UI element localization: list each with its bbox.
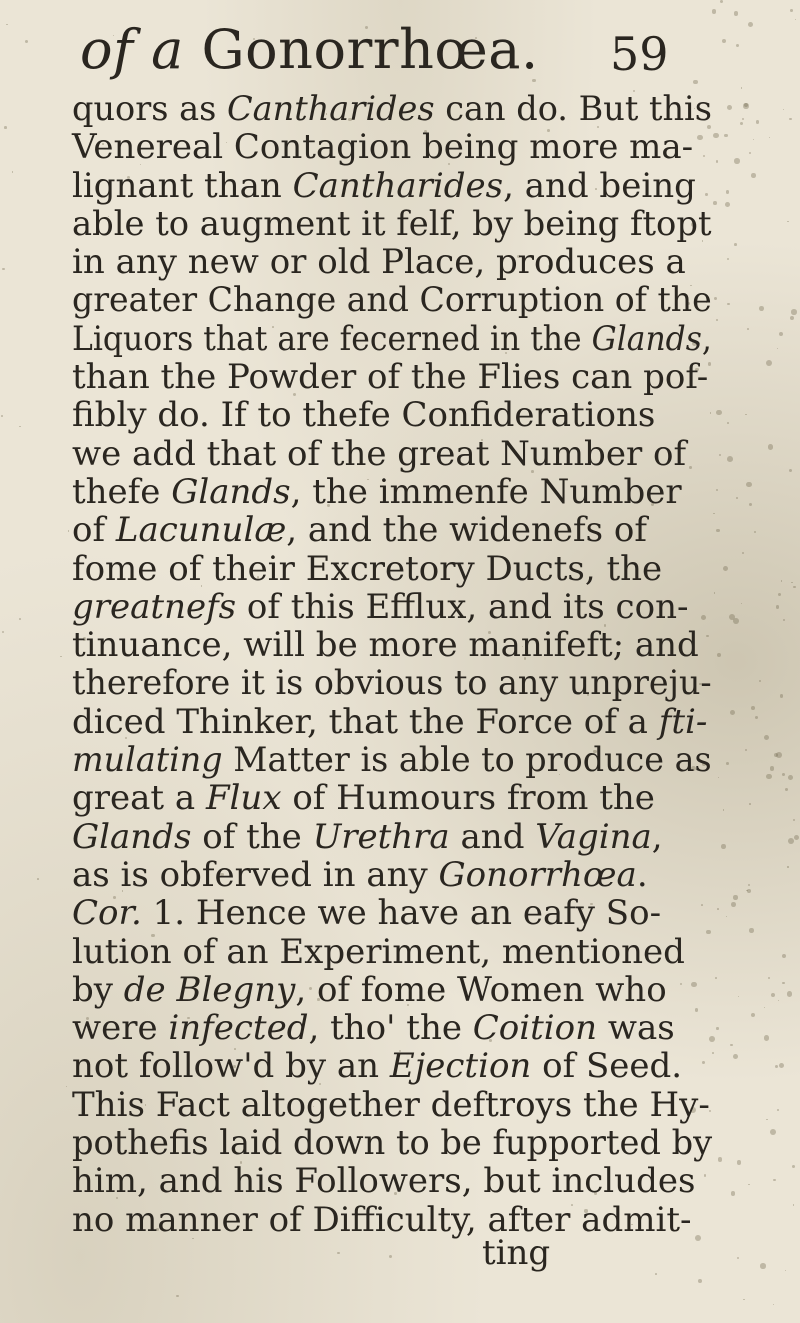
paper-speck	[777, 348, 778, 349]
text-line: diced Thinker, that the Force of a fti-	[72, 701, 708, 742]
paper-speck	[727, 105, 733, 111]
text-line: than the Powder of the Flies can pof-	[72, 357, 709, 398]
paper-speck	[712, 1052, 714, 1054]
paper-speck	[779, 1063, 784, 1068]
paper-speck	[713, 201, 717, 205]
paper-speck	[751, 1013, 755, 1017]
paper-speck	[716, 319, 718, 321]
paper-speck	[788, 838, 794, 844]
paper-speck	[717, 653, 721, 657]
text-line: Glands of the Urethra and Vagina,	[72, 816, 663, 857]
paper-speck	[748, 884, 750, 886]
paper-speck	[720, 0, 723, 3]
paper-speck	[782, 773, 785, 776]
text-line: were infected, tho' the Coition was	[72, 1008, 675, 1049]
paper-speck	[791, 309, 797, 315]
paper-speck	[766, 1119, 767, 1120]
paper-speck	[788, 775, 793, 780]
paper-speck	[751, 173, 756, 178]
paper-speck	[337, 1252, 339, 1254]
paper-speck	[727, 422, 729, 424]
paper-speck	[749, 503, 752, 506]
text-line: This Fact altogether deftroys the Hy-	[72, 1084, 710, 1125]
text-line: Liquors that are fecerned in the Glands,	[72, 318, 712, 359]
text-line: tinuance, will be more manifeft; and	[72, 625, 699, 666]
text-line: pothefis laid down to be fupported by	[72, 1123, 713, 1164]
paper-speck	[747, 889, 751, 893]
paper-speck	[787, 221, 789, 223]
paper-speck	[716, 529, 720, 533]
text-line: greater Change and Corruption of the	[72, 280, 712, 321]
text-line: lignant than Cantharides, and being	[72, 165, 696, 206]
paper-speck	[721, 844, 726, 849]
page-header	[0, 12, 800, 92]
text-line: we add that of the great Number of	[72, 433, 687, 474]
text-line: not follow'd by an Ejection of Seed.	[72, 1046, 683, 1087]
paper-speck	[727, 258, 730, 261]
text-line: him, and his Followers, but includes	[72, 1161, 696, 1202]
paper-speck	[731, 1191, 735, 1195]
paper-speck	[698, 1279, 702, 1283]
paper-speck	[726, 762, 729, 765]
paper-speck	[782, 954, 787, 959]
catchword: ting	[482, 1233, 551, 1273]
paper-speck	[737, 1160, 742, 1165]
paper-speck	[777, 1109, 779, 1111]
text-line: Venereal Contagion being more ma-	[72, 127, 694, 168]
paper-speck	[743, 1299, 744, 1300]
paper-speck	[4, 126, 7, 129]
paper-speck	[727, 303, 729, 305]
paper-speck	[793, 1204, 795, 1206]
paper-speck	[751, 706, 755, 710]
paper-speck	[791, 582, 793, 584]
paper-speck	[716, 1027, 718, 1029]
paper-speck	[719, 454, 721, 456]
text-line: great a Flux of Humours from the	[72, 778, 655, 819]
paper-speck	[718, 777, 719, 778]
paper-speck	[716, 489, 718, 491]
paper-speck	[749, 928, 753, 932]
paper-speck	[176, 1295, 178, 1297]
paper-speck	[740, 122, 743, 125]
paper-speck	[792, 1165, 795, 1168]
paper-speck	[19, 618, 21, 620]
paper-speck	[770, 766, 775, 771]
paper-speck	[766, 774, 772, 780]
paper-speck	[787, 866, 788, 867]
paper-speck	[781, 580, 782, 581]
paper-speck	[734, 158, 739, 163]
paper-speck	[755, 716, 758, 719]
paper-speck	[731, 902, 736, 907]
paper-speck	[713, 513, 714, 514]
paper-speck	[723, 809, 724, 810]
paper-speck	[734, 243, 737, 246]
text-line: quors as Cantharides can do. But this	[72, 89, 712, 129]
paper-speck	[789, 469, 792, 472]
text-line: no manner of Difficulty, after admit-	[72, 1199, 692, 1240]
paper-speck	[790, 316, 795, 321]
paper-speck	[717, 908, 719, 910]
paper-speck	[764, 1035, 770, 1041]
text-line: fibly do. If to thefe Confiderations	[72, 395, 656, 436]
paper-speck	[759, 306, 764, 311]
paper-speck	[737, 1257, 739, 1259]
paper-speck	[714, 592, 715, 593]
paper-speck	[2, 631, 4, 633]
paper-speck	[738, 996, 739, 997]
paper-speck	[753, 139, 754, 140]
text-line: therefore it is obvious to any unpreju-	[72, 663, 712, 704]
paper-speck	[783, 619, 785, 621]
paper-speck	[655, 1273, 657, 1275]
paper-speck	[775, 1065, 779, 1069]
paper-speck	[789, 118, 792, 121]
paper-speck	[730, 710, 736, 716]
paper-speck	[733, 618, 739, 624]
paper-speck	[37, 878, 39, 880]
paper-speck	[19, 426, 21, 428]
paper-speck	[727, 456, 733, 462]
paper-speck	[741, 603, 742, 604]
paper-speck	[754, 531, 756, 533]
text-line: lution of an Experiment, mentioned	[72, 931, 685, 972]
paper-speck	[764, 735, 769, 740]
paper-speck	[773, 1179, 775, 1181]
text-line: Cor. 1. Hence we have an eafy So-	[72, 893, 662, 934]
text-line: fome of their Excretory Ducts, the	[72, 548, 663, 589]
body-text	[72, 90, 712, 1239]
paper-speck	[749, 152, 751, 154]
paper-speck	[60, 656, 62, 658]
paper-speck	[745, 749, 747, 751]
paper-speck	[783, 109, 784, 110]
text-line: thefe Glands, the immenfe Number	[72, 471, 682, 512]
paper-speck	[723, 566, 729, 572]
page-number: 59	[610, 27, 669, 81]
running-title: of a Gonorrhœa.	[80, 18, 539, 81]
paper-speck	[747, 328, 749, 330]
paper-speck	[733, 1054, 738, 1059]
text-line: in any new or old Place, produces a	[72, 242, 686, 283]
text-line: greatnefs of this Efflux, and its con-	[72, 586, 689, 627]
paper-speck	[12, 171, 14, 173]
text-line: mulating Matter is able to produce as	[72, 740, 712, 781]
text-line: as is obferved in any Gonorrhœa.	[72, 854, 648, 895]
paper-speck	[744, 103, 748, 107]
text-line: of Lacunulæ, and the widenefs of	[72, 510, 647, 551]
paper-speck	[785, 788, 788, 791]
paper-speck	[745, 414, 746, 415]
paper-speck	[756, 120, 759, 123]
paper-speck	[733, 895, 737, 899]
paper-speck	[760, 1263, 765, 1268]
paper-speck	[780, 694, 784, 698]
paper-speck	[748, 1184, 750, 1186]
paper-speck	[66, 1086, 67, 1087]
paper-speck	[718, 1157, 723, 1162]
paper-speck	[778, 593, 781, 596]
paper-speck	[768, 444, 774, 450]
paper-speck	[725, 202, 730, 207]
text-line: able to augment it felf, by being ftopt	[72, 203, 712, 244]
paper-speck	[769, 137, 770, 138]
paper-speck	[68, 530, 69, 531]
paper-speck	[724, 134, 727, 137]
paper-speck	[749, 803, 751, 805]
paper-speck	[730, 1044, 732, 1046]
paper-speck	[2, 268, 5, 271]
paper-speck	[742, 118, 745, 121]
paper-speck	[768, 977, 770, 979]
paper-speck	[736, 497, 738, 499]
paper-speck	[764, 1007, 765, 1008]
paper-speck	[793, 819, 795, 821]
paper-speck	[776, 752, 782, 758]
paper-speck	[715, 977, 717, 979]
paper-speck	[785, 1270, 786, 1271]
paper-speck	[726, 916, 727, 917]
paper-speck	[714, 297, 717, 300]
paper-speck	[389, 1255, 392, 1258]
text-line: by de Blegny, of fome Women who	[72, 969, 667, 1010]
paper-speck	[1, 415, 3, 417]
paper-speck	[776, 605, 780, 609]
paper-speck	[716, 160, 719, 163]
paper-speck	[787, 991, 793, 997]
paper-speck	[759, 680, 761, 682]
paper-speck	[771, 993, 775, 997]
paper-speck	[793, 586, 795, 588]
paper-speck	[716, 410, 722, 416]
paper-speck	[779, 332, 783, 336]
paper-speck	[742, 552, 744, 554]
paper-speck	[770, 1129, 776, 1135]
paper-speck	[773, 1304, 775, 1306]
paper-speck	[746, 482, 751, 487]
paper-speck	[794, 835, 799, 840]
paper-speck	[766, 360, 772, 366]
paper-speck	[778, 1000, 780, 1002]
paper-speck	[782, 982, 784, 984]
paper-speck	[713, 133, 718, 138]
paper-speck	[726, 190, 730, 194]
